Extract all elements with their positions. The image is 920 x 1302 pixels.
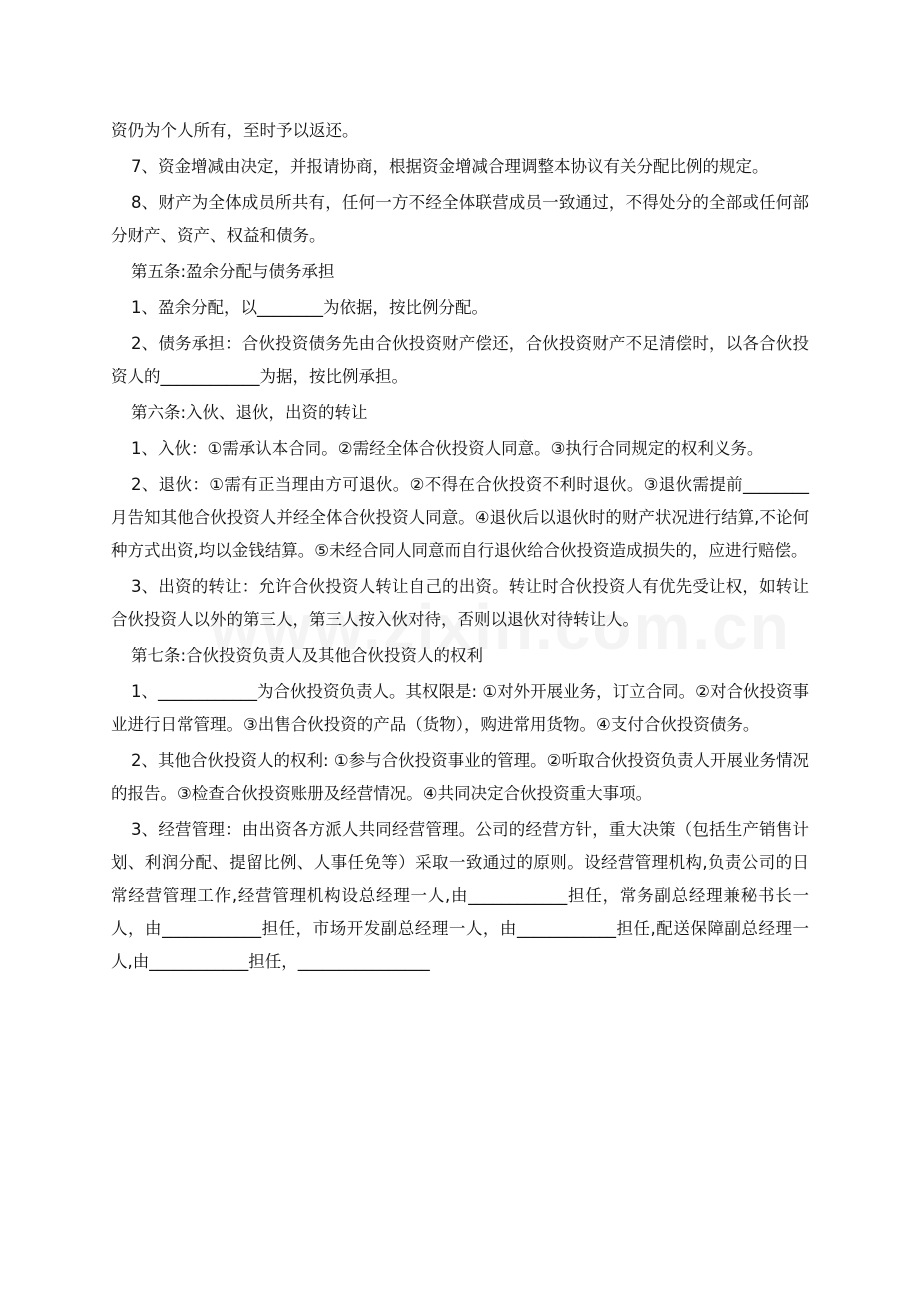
paragraph-capital-adjust: 7、资金增减由决定，并报请协商，根据资金增减合理调整本协议有关分配比例的规定。 (131, 157, 769, 176)
paragraph-responsible-person: 1、____________为合伙投资负责人。其权限是: ①对外开展业务，订立合同。②对合伙投资事业进行日常管理。③出售合伙投资的产品（货物），购进常用货物。④支付合伙投资债务。 (111, 682, 809, 734)
paragraph-withdrawal: 2、退伙：①需有正当理由方可退伙。②不得在合伙投资不利时退伙。③退伙需提前________月告知其他合伙投资人并经全体合伙投资人同意。④退伙后以退伙时的财产状况进行结算,不论何种方式出资,均以金钱结算。⑤未经合同人同意而自行退伙给合伙投资造成损失的，应进行赔偿。 (111, 475, 809, 560)
section-heading-article-6: 第六条:入伙、退伙，出资的转让 (131, 403, 368, 422)
paragraph-property-ownership: 8、财产为全体成员所共有，任何一方不经全体联营成员一致通过，不得处分的全部或任何部分财产、资产、权益和债务。 (111, 193, 809, 245)
paragraph-profit-distribution: 1、盈余分配，以________为依据，按比例分配。 (131, 298, 488, 317)
section-heading-article-7: 第七条:合伙投资负责人及其他合伙投资人的权利 (131, 646, 484, 665)
paragraph-partner-rights: 2、其他合伙投资人的权利: ①参与合伙投资事业的管理。②听取合伙投资负责人开展业务情况的报告。③检查合伙投资账册及经营情况。④共同决定合伙投资重大事项。 (111, 751, 809, 803)
section-heading-article-5: 第五条:盈余分配与债务承担 (131, 262, 335, 281)
paragraph-operation-management: 3、经营管理：由出资各方派人共同经营管理。公司的经营方针，重大决策（包括生产销售计划、利润分配、提留比例、人事任免等）采取一致通过的原则。设经营管理机构,负责公司的日常经营管理工作,经营管理机构设总经理一人,由____________担任，常务副总经理兼秘书长一人，由____________担任，市场开发副总经理一人，由____________担任,配送保障副总经理一人,由____________担任，________________ (111, 820, 809, 971)
paragraph-joining: 1、入伙：①需承认本合同。②需经全体合伙投资人同意。③执行合同规定的权利义务。 (131, 439, 764, 458)
paragraph-capital-transfer: 3、出资的转让：允许合伙投资人转让自己的出资。转让时合伙投资人有优先受让权，如转让合伙投资人以外的第三人，第三人按入伙对待，否则以退伙对待转让人。 (111, 577, 809, 629)
paragraph-capital-return: 资仍为个人所有，至时予以返还。 (111, 121, 359, 140)
document-page (111, 114, 809, 978)
paragraph-debt-bearing: 2、债务承担：合伙投资债务先由合伙投资财产偿还，合伙投资财产不足清偿时，以各合伙投资人的____________为据，按比例承担。 (111, 334, 809, 386)
